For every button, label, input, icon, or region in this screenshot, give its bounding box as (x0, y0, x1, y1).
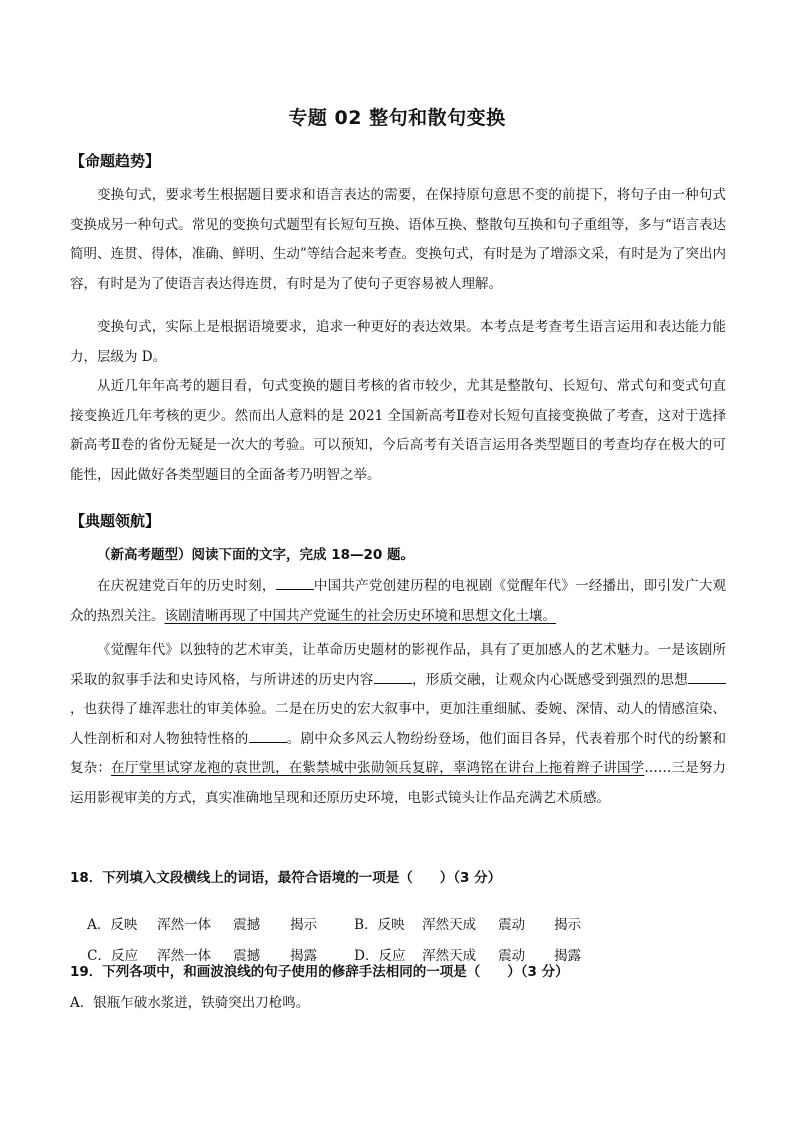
underlined-sentence: 该剧清晰再现了中国共产党诞生的社会历史环境和思想文化土壤。 (164, 607, 556, 624)
question-18-stem: 18．下列填入文段横线上的词语，最符合语境的一项是（ ）（3 分） (70, 870, 502, 886)
section-heading-trend: 【命题趋势】 (70, 152, 161, 170)
passage-text: 在庆祝建党百年的历史时刻， (97, 578, 276, 594)
question-intro: （新高考题型）阅读下面的文字，完成 18—20 题。 (97, 547, 414, 563)
section-heading-example: 【典题领航】 (70, 512, 161, 530)
option-d-word1: D．反应 (354, 948, 406, 964)
option-c-word3: 震撼 (233, 948, 261, 964)
passage-text: 《觉醒年代》以独特的艺术审美，让革命历史题材的影视作品，具有了更加感人的艺术魅力。一是该剧所采取的叙事手法和史诗风格，与所讲述的历史内容 (70, 642, 726, 688)
option-a-word2: 浑然一体 (157, 917, 212, 933)
option-c-word1: C．反应 (87, 948, 139, 964)
fill-blank (374, 670, 412, 684)
trend-paragraph-2: 变换句式，实际上是根据语境要求，追求一种更好的表达效果。本考点是考查考生语言运用和表达能力能力，层级为 D。 (70, 319, 726, 365)
option-d-word4: 揭露 (554, 948, 582, 964)
option-c-word2: 浑然一体 (157, 948, 212, 964)
passage-text: ，形质交融，让观众内心既感受到强烈的思想 (411, 671, 689, 688)
option-a-word3: 震撼 (233, 917, 261, 933)
question-19-stem: 19．下列各项中，和画波浪线的句子使用的修辞手法相同的一项是（ ）（3 分） (70, 964, 569, 980)
page-title: 专题 02 整句和散句变换 (288, 107, 506, 129)
option-d-word3: 震动 (498, 948, 526, 964)
option-d-word2: 浑然天成 (422, 948, 477, 964)
wavy-underlined-sentence: 在厅堂里试穿龙袍的袁世凯，在紫禁城中张勋领兵复辟，辜鸿铭在讲台上拖着辫子讲国学 (111, 760, 645, 776)
option-c-word4: 揭露 (290, 948, 318, 964)
fill-blank (688, 670, 726, 684)
passage-text: 。剧中众多风云人物纷纷登场，他们面目各异，代表着那个时代的纷繁和复杂： (70, 730, 727, 776)
option-b-word3: 震动 (498, 917, 526, 933)
question-19-option-a: A．银瓶乍破水浆迸，铁骑突出刀枪鸣。 (70, 995, 310, 1011)
option-b-word1: B．反映 (354, 917, 405, 933)
option-a-word1: A．反映 (87, 917, 138, 933)
option-b-word4: 揭示 (554, 917, 582, 933)
passage-text: ……三是努力运用影视审美的方式，真实准确地呈现和还原历史环境，电影式镜头让作品充满艺术质感。 (70, 760, 727, 806)
passage-text: ，也获得了雄浑悲壮的审美体验。二是在历史的宏大叙事中，更加注重细腻、委婉、深情、动人的情感渲染、人性剖析和对人物独特性格的 (70, 701, 726, 747)
trend-paragraph-3: 从近几年年高考的题目看，句式变换的题目考核的省市较少，尤其是整散句、长短句、常式句和变式句直接变换近几年考核的更少。然而出人意料的是 2021 全国新高考Ⅱ卷对长短句直接变换做了考查，这对于选择新高考Ⅱ卷的省份无疑是一次大的考验。可以预知，今后高考有关语言运用各类型题目的考查均存在极大的可能性，因此做好各类型题目的全面备考乃明智之举。 (70, 378, 726, 483)
fill-blank (276, 576, 314, 590)
passage-text: 中国共产党创建历程的电视剧《觉醒年代》一经播出，即引发广大观众的热烈关注。 (70, 578, 727, 624)
passage-paragraph-2 (70, 636, 726, 813)
trend-paragraph-1: 变换句式，要求考生根据题目要求和语言表达的需要，在保持原句意思不变的前提下，将句子由一种句式变换成另一种句式。常见的变换句式题型有长短句互换、语体互换、整散句互换和句子重组等，多与“语言表达简明、连贯、得体，准确、鲜明、生动”等结合起来考查。变换句式，有时是为了增添文采，有时是为了突出内容，有时是为了使语言表达得连贯，有时是为了使句子更容易被人理解。 (70, 187, 726, 292)
option-a-word4: 揭示 (290, 917, 318, 933)
passage-paragraph-1 (70, 572, 726, 631)
option-b-word2: 浑然天成 (422, 917, 477, 933)
fill-blank (249, 729, 287, 743)
